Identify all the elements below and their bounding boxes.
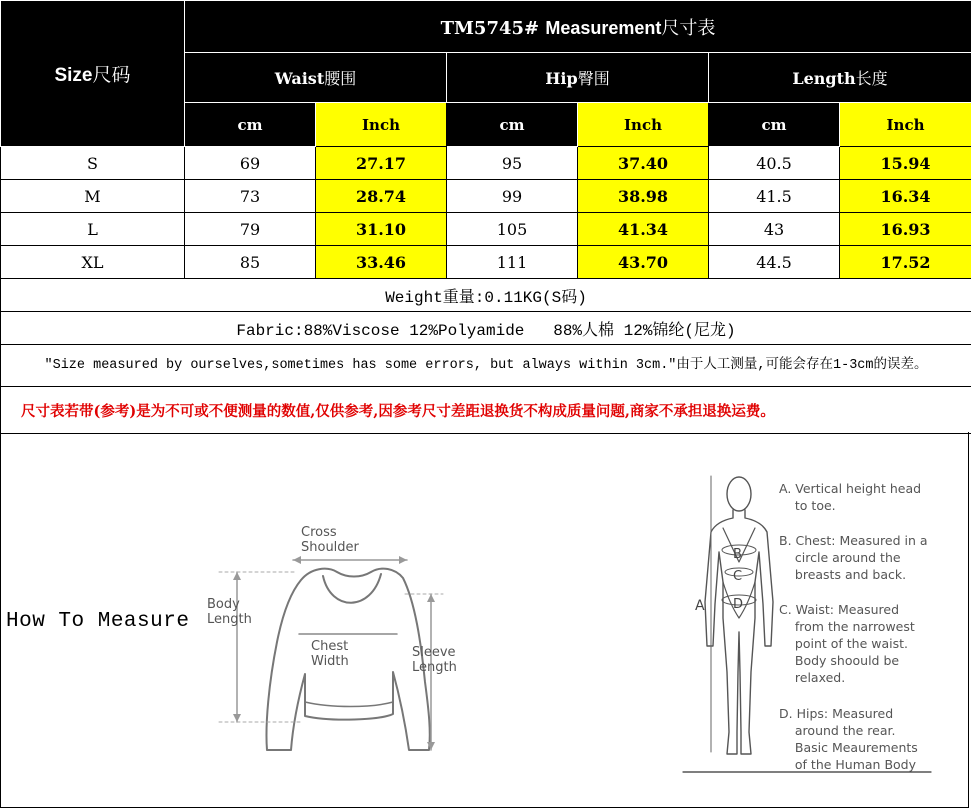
length-zh: 长度: [855, 69, 888, 88]
table-row: [1, 246, 971, 279]
hip-cm-cell: 99: [447, 180, 578, 213]
waist-inch-header: Inch: [316, 103, 447, 147]
waist-header: [185, 53, 447, 103]
length-en: Length: [792, 69, 856, 88]
marker-b: B: [733, 547, 742, 562]
size-cell: M: [1, 180, 185, 213]
title-label: Measurement: [545, 17, 662, 38]
length-inch-cell: 15.94: [840, 147, 971, 180]
hip-inch-cell: 37.40: [578, 147, 709, 180]
weight-note: Weight重量:0.11KG(S码): [1, 279, 971, 312]
size-header-zh: 尺码: [92, 65, 131, 86]
waist-cm-cell: 69: [185, 147, 316, 180]
sweater-neckline: [323, 574, 381, 603]
hip-en: Hip: [545, 69, 578, 88]
size-header-en: Size: [54, 65, 93, 86]
marker-c: C: [733, 569, 743, 584]
length-cm-cell: 41.5: [709, 180, 840, 213]
hip-header: [447, 53, 709, 103]
marker-a: A: [695, 598, 705, 614]
body-length-label-1: Body: [207, 597, 240, 612]
legend-b: B. Chest: Measured in a circle around the breasts and back.: [779, 533, 928, 582]
fabric-note: Fabric:88%Viscose 12%Polyamide 88%人棉 12%锦纶(尼龙): [1, 312, 971, 345]
length-cm-cell: 43: [709, 213, 840, 246]
length-inch-header: Inch: [840, 103, 971, 147]
hip-cm-cell: 105: [447, 213, 578, 246]
chart-title: [185, 1, 971, 53]
hip-zh: 臀围: [577, 69, 610, 88]
error-note: "Size measured by ourselves,sometimes has some errors, but always within 3cm."由于人工测量,可能会存在1-3cm的误差。: [1, 345, 971, 387]
hip-cm-cell: 95: [447, 147, 578, 180]
length-inch-cell: 16.93: [840, 213, 971, 246]
size-cell: XL: [1, 246, 185, 279]
body-length-label-2: Length: [207, 612, 252, 627]
cross-shoulder-label-2: Shoulder: [301, 540, 359, 555]
waist-en: Waist: [274, 69, 325, 88]
sleeve-length-label-2: Length: [412, 660, 457, 675]
hip-inch-cell: 38.98: [578, 180, 709, 213]
chest-width-label-1: Chest: [311, 639, 349, 654]
marker-d: D: [733, 597, 744, 612]
hip-inch-cell: 43.70: [578, 246, 709, 279]
size-cell: L: [1, 213, 185, 246]
waist-inch-cell: 27.17: [316, 147, 447, 180]
disclaimer-note: 尺寸表若带(参考)是为不可或不便测量的数值,仅供参考,因参考尺寸差距退换货不构成质量问题,商家不承担退换运费。: [1, 387, 971, 434]
waist-cm-cell: 85: [185, 246, 316, 279]
head: [727, 477, 751, 511]
product-code: TM5745#: [440, 17, 540, 39]
legend-a: A. Vertical height head to toe.: [779, 481, 922, 513]
table-row: [1, 180, 971, 213]
length-inch-cell: 16.34: [840, 180, 971, 213]
hip-cm-header: cm: [447, 103, 578, 147]
length-cm-cell: 44.5: [709, 246, 840, 279]
legend-d: D. Hips: Measured around the rear. Basic Meaurements of the Human Body: [779, 706, 918, 772]
size-header: [1, 1, 185, 147]
table-row: [1, 213, 971, 246]
waist-zh: 腰围: [324, 69, 357, 88]
how-to-measure-panel: [0, 432, 969, 808]
size-cell: S: [1, 147, 185, 180]
cross-shoulder-label-1: Cross: [301, 525, 337, 540]
waist-inch-cell: 31.10: [316, 213, 447, 246]
length-cm-header: cm: [709, 103, 840, 147]
waist-cm-cell: 73: [185, 180, 316, 213]
length-header: [709, 53, 971, 103]
sleeve-length-label-1: Sleeve: [412, 645, 456, 660]
title-zh: 尺寸表: [661, 17, 716, 39]
waist-cm-header: cm: [185, 103, 316, 147]
hip-inch-cell: 41.34: [578, 213, 709, 246]
waist-inch-cell: 28.74: [316, 180, 447, 213]
chest-width-label-2: Width: [311, 654, 349, 669]
hip-inch-header: Inch: [578, 103, 709, 147]
waist-inch-cell: 33.46: [316, 246, 447, 279]
how-to-measure-label: How To Measure: [6, 610, 190, 633]
waist-cm-cell: 79: [185, 213, 316, 246]
legend-c: C. Waist: Measured from the narrowest point of the waist. Body shoould be relaxed.: [779, 602, 915, 685]
table-row: [1, 147, 971, 180]
length-inch-cell: 17.52: [840, 246, 971, 279]
length-cm-cell: 40.5: [709, 147, 840, 180]
hip-cm-cell: 111: [447, 246, 578, 279]
